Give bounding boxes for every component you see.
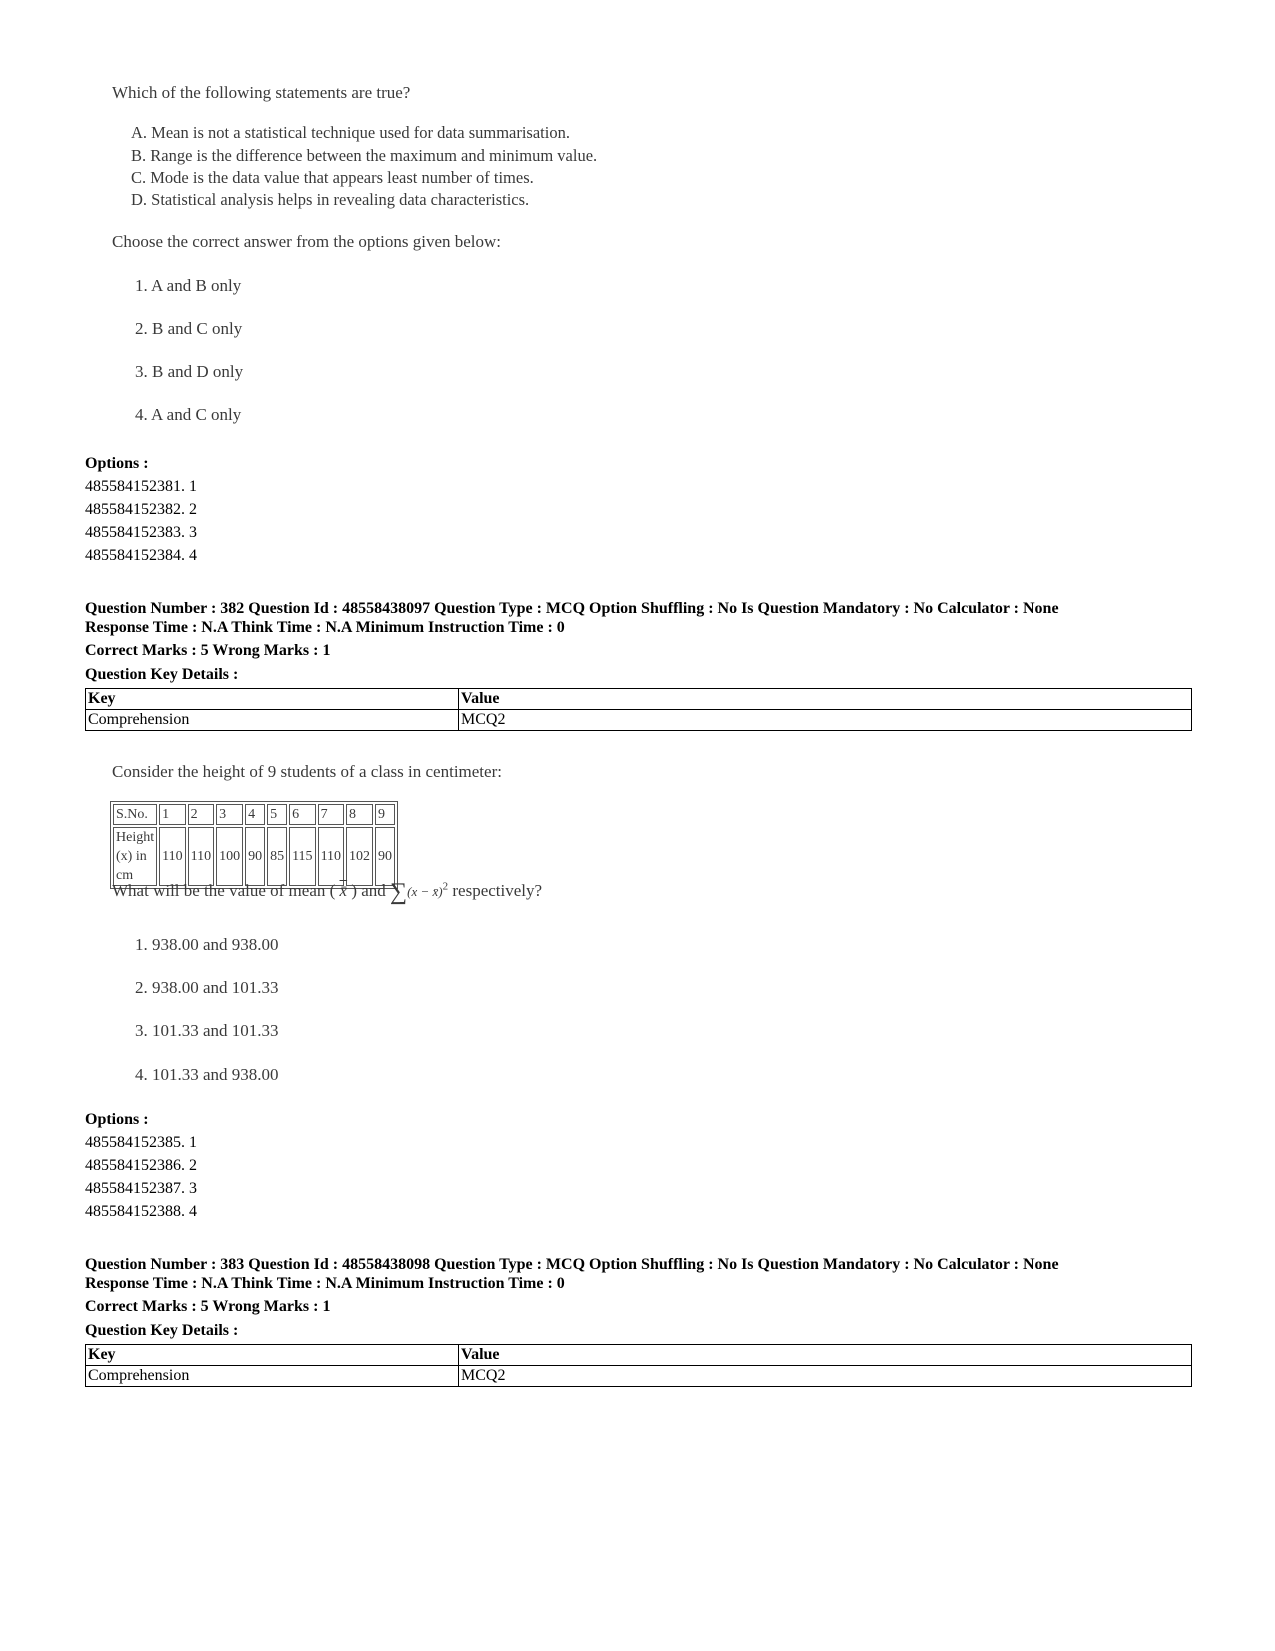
question-text-mid: ) and <box>351 881 386 900</box>
height-cell: 90 <box>375 827 395 886</box>
question-382-timing: Response Time : N.A Think Time : N.A Minimum Instruction Time : 0 <box>85 619 565 636</box>
sno-cell: 1 <box>159 804 185 825</box>
key-cell: Comprehension <box>86 1366 459 1387</box>
choice-1: 1. A and B only <box>135 276 242 295</box>
options-label: Options : <box>85 455 149 472</box>
question-stem: Which of the following statements are true? <box>112 83 411 102</box>
choice-3: 3. B and D only <box>135 362 244 381</box>
option-item: 485584152387. 3 <box>85 1180 197 1197</box>
value-header: Value <box>459 689 1192 710</box>
height-cell: 90 <box>245 827 265 886</box>
sum-expression: (x − x̄) <box>407 884 443 899</box>
sum-power: 2 <box>442 880 449 893</box>
question-stem: Consider the height of 9 students of a class in centimeter: <box>112 762 502 781</box>
height-cell: 115 <box>289 827 315 886</box>
question-383-key-table <box>85 1344 1192 1387</box>
option-item: 485584152384. 4 <box>85 547 197 564</box>
statement-d: D. Statistical analysis helps in revealing data characteristics. <box>131 190 530 209</box>
choice-3: 3. 101.33 and 101.33 <box>135 1021 279 1040</box>
option-item: 485584152381. 1 <box>85 478 197 495</box>
question-382-key-table <box>85 688 1192 731</box>
sno-cell: 7 <box>318 804 344 825</box>
sigma-symbol: ∑ <box>390 879 408 905</box>
question-383-marks: Correct Marks : 5 Wrong Marks : 1 <box>85 1298 331 1315</box>
value-cell: MCQ2 <box>459 710 1192 731</box>
mean-question <box>112 880 542 904</box>
option-item: 485584152388. 4 <box>85 1203 197 1220</box>
question-382-header: Question Number : 382 Question Id : 48558438097 Question Type : MCQ Option Shuffling : No Is Question Mandatory : No Calculator : None <box>85 600 1059 617</box>
choice-4: 4. A and C only <box>135 405 242 424</box>
question-382-marks: Correct Marks : 5 Wrong Marks : 1 <box>85 642 331 659</box>
key-cell: Comprehension <box>86 710 459 731</box>
sno-cell: 3 <box>216 804 243 825</box>
option-item: 485584152386. 2 <box>85 1157 197 1174</box>
option-item: 485584152382. 2 <box>85 501 197 518</box>
choice-2: 2. 938.00 and 101.33 <box>135 978 279 997</box>
instruction-text: Choose the correct answer from the options given below: <box>112 232 502 251</box>
choice-4: 4. 101.33 and 938.00 <box>135 1065 279 1084</box>
row-label-sno: S.No. <box>113 804 157 825</box>
row-label-height: Height (x) in cm <box>113 827 157 886</box>
sno-cell: 6 <box>289 804 315 825</box>
height-cell: 110 <box>188 827 214 886</box>
value-header: Value <box>459 1345 1192 1366</box>
statement-a: A. Mean is not a statistical technique used for data summarisation. <box>131 123 570 142</box>
sno-cell: 2 <box>188 804 214 825</box>
statement-b: B. Range is the difference between the maximum and minimum value. <box>131 146 598 165</box>
choice-2: 2. B and C only <box>135 319 243 338</box>
value-cell: MCQ2 <box>459 1366 1192 1387</box>
height-cell: 110 <box>159 827 185 886</box>
question-text-pre: What will be the value of mean ( <box>112 881 336 900</box>
options-label: Options : <box>85 1111 149 1128</box>
sno-cell: 8 <box>346 804 373 825</box>
height-data-table <box>110 801 398 889</box>
question-383-key-details-label: Question Key Details : <box>85 1322 239 1339</box>
height-cell: 102 <box>346 827 373 886</box>
question-383-timing: Response Time : N.A Think Time : N.A Minimum Instruction Time : 0 <box>85 1275 565 1292</box>
statement-c: C. Mode is the data value that appears least number of times. <box>131 168 534 187</box>
sno-cell: 4 <box>245 804 265 825</box>
height-cell: 110 <box>318 827 344 886</box>
question-383-header: Question Number : 383 Question Id : 48558438098 Question Type : MCQ Option Shuffling : No Is Question Mandatory : No Calculator : None <box>85 1256 1059 1273</box>
x-bar-symbol: x̄ <box>339 881 348 900</box>
question-382-key-details-label: Question Key Details : <box>85 666 239 683</box>
sno-cell: 9 <box>375 804 395 825</box>
key-header: Key <box>86 689 459 710</box>
key-header: Key <box>86 1345 459 1366</box>
height-cell: 85 <box>267 827 287 886</box>
question-text-post: respectively? <box>452 881 543 900</box>
option-item: 485584152385. 1 <box>85 1134 197 1151</box>
option-item: 485584152383. 3 <box>85 524 197 541</box>
choice-1: 1. 938.00 and 938.00 <box>135 935 279 954</box>
sno-cell: 5 <box>267 804 287 825</box>
height-cell: 100 <box>216 827 243 886</box>
